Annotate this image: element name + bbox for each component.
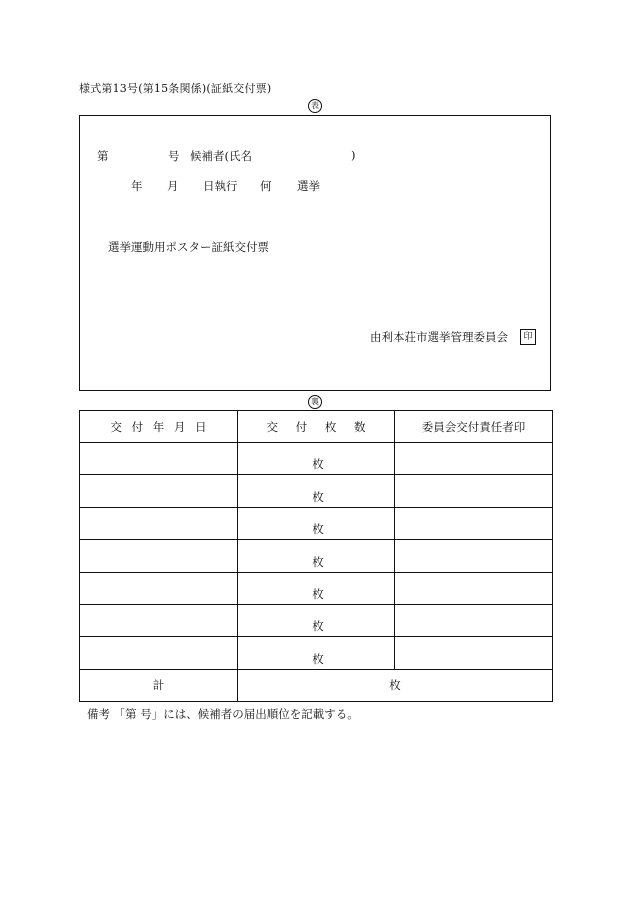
seal-cell[interactable] — [395, 475, 553, 507]
count-unit: 枚 — [312, 554, 324, 569]
header-issue-count: 交 付 枚 数 — [238, 411, 395, 443]
issue-date-cell[interactable] — [80, 507, 238, 539]
back-mark-circle: 裏 — [308, 395, 322, 409]
issue-count-cell[interactable] — [238, 572, 395, 604]
election-month-label: 月 — [167, 179, 179, 193]
seal-cell[interactable] — [395, 604, 553, 636]
remarks-note: 備考 「第 号」には、候補者の届出順位を記載する。 — [87, 707, 359, 721]
table-header-row — [80, 411, 553, 443]
table-row — [80, 443, 553, 475]
header-issue-date: 交 付 年 月 日 — [80, 411, 238, 443]
table-row — [80, 637, 553, 669]
table-row — [80, 572, 553, 604]
issue-date-cell[interactable] — [80, 637, 238, 669]
total-unit: 枚 — [389, 678, 401, 693]
header-committee-seal: 委員会交付責任者印 — [395, 411, 553, 443]
issue-count-cell[interactable] — [238, 540, 395, 572]
issue-count-cell[interactable] — [238, 637, 395, 669]
election-label: 選挙 — [297, 179, 320, 193]
issue-count-cell[interactable] — [238, 507, 395, 539]
issue-date-cell[interactable] — [80, 604, 238, 636]
candidate-close-paren: ) — [351, 148, 356, 162]
total-label: 計 — [80, 669, 238, 701]
form-title: 様式第13号(第15条関係)(証紙交付票) — [79, 82, 272, 95]
count-unit: 枚 — [312, 651, 324, 666]
table-row — [80, 507, 553, 539]
table-row — [80, 540, 553, 572]
seal-cell[interactable] — [395, 507, 553, 539]
number-prefix: 第 — [97, 149, 109, 163]
front-mark-circle: 表 — [308, 99, 322, 113]
seal-mark: 印 — [520, 329, 536, 345]
seal-cell[interactable] — [395, 637, 553, 669]
document-heading: 選挙運動用ポスター証紙交付票 — [108, 240, 269, 254]
issue-count-cell[interactable] — [238, 443, 395, 475]
count-unit: 枚 — [312, 489, 324, 504]
issuer-name: 由利本荘市選挙管理委員会 — [370, 330, 508, 344]
table-row — [80, 475, 553, 507]
seal-cell[interactable] — [395, 540, 553, 572]
count-unit: 枚 — [312, 586, 324, 601]
issue-date-cell[interactable] — [80, 572, 238, 604]
count-unit: 枚 — [312, 619, 324, 634]
election-day-label: 日執行 — [203, 179, 238, 193]
issue-count-cell[interactable] — [238, 475, 395, 507]
issue-date-cell[interactable] — [80, 540, 238, 572]
table-row — [80, 604, 553, 636]
election-year-label: 年 — [131, 179, 143, 193]
seal-cell[interactable] — [395, 443, 553, 475]
issue-date-cell[interactable] — [80, 475, 238, 507]
issue-date-cell[interactable] — [80, 443, 238, 475]
election-what-label: 何 — [260, 179, 272, 193]
candidate-label: 候補者(氏名 — [190, 149, 252, 163]
total-count-cell[interactable] — [238, 669, 553, 701]
count-unit: 枚 — [312, 522, 324, 537]
count-unit: 枚 — [312, 457, 324, 472]
issuance-record-table — [79, 410, 553, 702]
seal-cell[interactable] — [395, 572, 553, 604]
number-suffix: 号 — [168, 149, 180, 163]
total-row — [80, 669, 553, 701]
issue-count-cell[interactable] — [238, 604, 395, 636]
